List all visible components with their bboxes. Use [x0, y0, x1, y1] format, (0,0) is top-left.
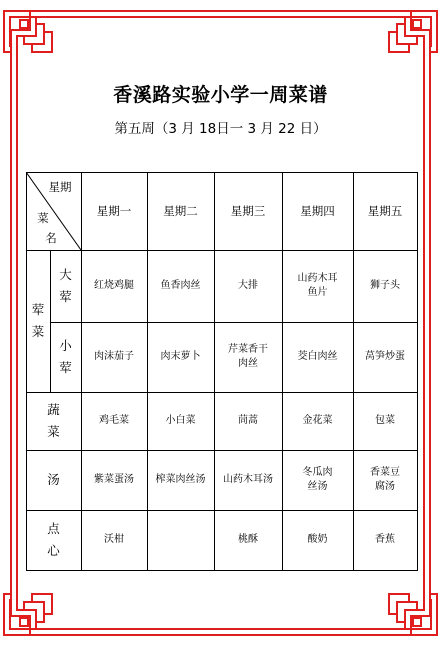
dish-cell: 鸡毛菜: [99, 415, 129, 426]
day-header-4: 星期四: [300, 204, 335, 218]
day-header-3: 星期三: [230, 204, 266, 218]
dish-cell: 肉末萝卜: [160, 351, 201, 362]
day-header-1: 星期一: [96, 204, 132, 218]
table-grid-line: [417, 172, 418, 570]
dish-cell: 红烧鸡腿: [94, 280, 134, 291]
dish-cell: 酸奶: [307, 534, 328, 545]
dish-cell: 鱼香肉丝: [160, 280, 201, 291]
dish-cell: 肉沫茄子: [94, 351, 134, 362]
dish-cell: 香蕉: [375, 534, 395, 545]
dish-cell: 桃酥: [238, 534, 258, 545]
day-header-2: 星期二: [163, 204, 198, 218]
section-label-veg: 蔬 菜: [47, 402, 60, 439]
meat-sub-label-2: 小 荤: [59, 338, 72, 375]
dish-cell: 榨菜肉丝汤: [155, 474, 206, 485]
meat-sub-label-1: 大 荤: [59, 267, 72, 304]
dish-cell: 包菜: [375, 415, 395, 426]
dish-cell: 茭白肉丝: [297, 351, 338, 362]
dish-cell: 大排: [238, 280, 258, 291]
corner-label-weekday: 星期: [48, 180, 72, 194]
week-subtitle: 第五周（3 月 18日一 3 月 22 日）: [114, 121, 327, 137]
dish-cell: 狮子头: [370, 280, 400, 291]
corner-label-name: 名: [45, 231, 57, 245]
page-title: 香溪路实验小学一周菜谱: [113, 84, 328, 106]
dish-cell: 冬瓜肉 丝汤: [302, 467, 333, 492]
dish-cell: 芹菜香干 肉丝: [228, 344, 268, 369]
section-label-snack: 点 心: [47, 521, 60, 558]
section-label-soup: 汤: [47, 472, 60, 487]
dish-cell: [147, 510, 214, 570]
dish-cell: 山药木耳汤: [223, 474, 273, 485]
dish-cell: 茼蒿: [238, 415, 258, 426]
dish-cell: 沃柑: [104, 534, 124, 545]
corner-label-dish: 菜: [37, 211, 49, 225]
dish-cell: 金花菜: [302, 415, 333, 426]
section-label-meat: 荤 菜: [31, 302, 45, 339]
dish-cell: 紫菜蛋汤: [94, 474, 134, 485]
table-grid-line: [26, 570, 418, 571]
day-header-5: 星期五: [367, 204, 403, 218]
dish-cell: 香菜豆 腐汤: [370, 467, 400, 492]
dish-cell: 小白菜: [165, 415, 196, 426]
dish-cell: 山药木耳 鱼片: [297, 273, 338, 298]
dish-cell: 莴笋炒蛋: [365, 351, 405, 362]
